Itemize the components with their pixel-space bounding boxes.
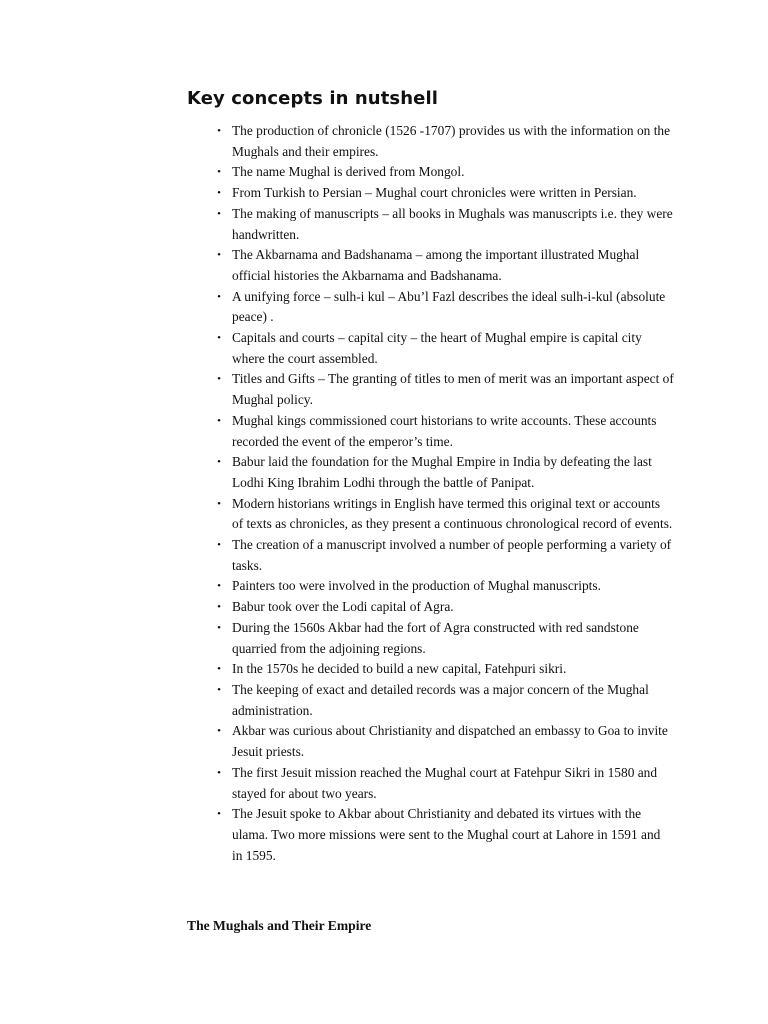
chapter-subheading: The Mughals and Their Empire (187, 918, 372, 933)
bullet-icon: • (217, 725, 221, 738)
key-concepts-list (214, 121, 674, 866)
list-item (214, 721, 674, 762)
list-item (214, 328, 674, 369)
list-item (214, 183, 674, 204)
list-item (214, 245, 674, 286)
list-item-text: In the 1570s he decided to build a new capital, Fatehpuri sikri. (232, 661, 567, 677)
list-item (214, 494, 674, 535)
list-item-text: The Jesuit spoke to Akbar about Christianity and debated its virtues with the ulama. Two more missions were sent to the Mughal court at Lahore in 1591 and in 1595. (232, 806, 661, 863)
list-item-text: The Akbarnama and Badshanama – among the important illustrated Mughal official histories the Akbarnama and Badshanama. (232, 247, 640, 283)
bullet-icon: • (217, 290, 221, 303)
list-item-text: During the 1560s Akbar had the fort of Agra constructed with red sandstone quarried from the adjoining regions. (232, 619, 639, 656)
bullet-icon: • (217, 207, 221, 220)
list-item-text: Painters too were involved in the production of Mughal manuscripts. (232, 578, 601, 594)
list-item-text: Titles and Gifts – The granting of titles to men of merit was an important aspect of Mughal policy. (232, 371, 674, 408)
list-item-text: The name Mughal is derived from Mongol. (232, 164, 465, 180)
bullet-icon: • (217, 414, 221, 427)
list-item-text: Akbar was curious about Christianity and dispatched an embassy to Goa to invite Jesuit priests. (232, 723, 668, 760)
list-item-text: Babur laid the foundation for the Mughal Empire in India by defeating the last Lodhi King Ibrahim Lodhi through the battle of Panipat. (232, 454, 652, 490)
list-item (214, 204, 674, 245)
list-item (214, 763, 674, 804)
list-item-text: Mughal kings commissioned court historians to write accounts. These accounts recorded the event of the emperor’s time. (232, 412, 657, 449)
bullet-icon: • (217, 125, 221, 137)
list-item (214, 597, 674, 618)
list-item (214, 659, 674, 680)
list-item (214, 618, 674, 659)
bullet-icon: • (217, 187, 221, 200)
bullet-icon: • (217, 683, 221, 696)
list-item (214, 121, 674, 162)
list-item (214, 452, 674, 493)
bullet-icon: • (217, 249, 221, 262)
list-item-text: Modern historians writings in English have termed this original text or accounts of texts as chronicles, as they present a continuous chronological record of events. (232, 495, 673, 532)
bullet-icon: • (217, 497, 221, 510)
list-item (214, 535, 674, 576)
bullet-icon: • (217, 621, 221, 634)
bullet-icon: • (217, 808, 221, 821)
bullet-icon: • (217, 332, 221, 345)
section-heading: Key concepts in nutshell (187, 88, 438, 109)
list-item (214, 369, 674, 410)
list-item (214, 162, 674, 183)
list-item (214, 576, 674, 597)
bullet-icon: • (217, 539, 221, 552)
list-item-text: The making of manuscripts – all books in Mughals was manuscripts i.e. they were handwritten. (232, 205, 673, 242)
list-item-text: The production of chronicle (1526 -1707) provides us with the information on the Mughals and their empires. (232, 123, 671, 159)
list-item-text: Babur took over the Lodi capital of Agra. (232, 599, 454, 615)
list-item (214, 287, 674, 328)
list-item-text: Capitals and courts – capital city – the heart of Mughal empire is capital city where the court assembled. (232, 330, 642, 366)
list-item-text: A unifying force – sulh-i kul – Abu’l Fazl describes the ideal sulh-i-kul (absolute peace) . (232, 288, 666, 325)
list-item-text: The first Jesuit mission reached the Mughal court at Fatehpur Sikri in 1580 and stayed for about two years. (232, 764, 658, 801)
bullet-icon: • (217, 166, 221, 179)
bullet-icon: • (217, 663, 221, 676)
bullet-icon: • (217, 373, 221, 386)
list-item (214, 411, 674, 452)
list-item (214, 680, 674, 721)
list-item-text: The keeping of exact and detailed records was a major concern of the Mughal administration. (232, 681, 649, 718)
bullet-icon: • (217, 766, 221, 779)
list-item-text: From Turkish to Persian – Mughal court chronicles were written in Persian. (232, 185, 637, 201)
list-item (214, 804, 674, 866)
bullet-icon: • (217, 601, 221, 614)
list-item-text: The creation of a manuscript involved a number of people performing a variety of tasks. (232, 537, 672, 573)
bullet-icon: • (217, 456, 221, 469)
bullet-icon: • (217, 580, 221, 593)
